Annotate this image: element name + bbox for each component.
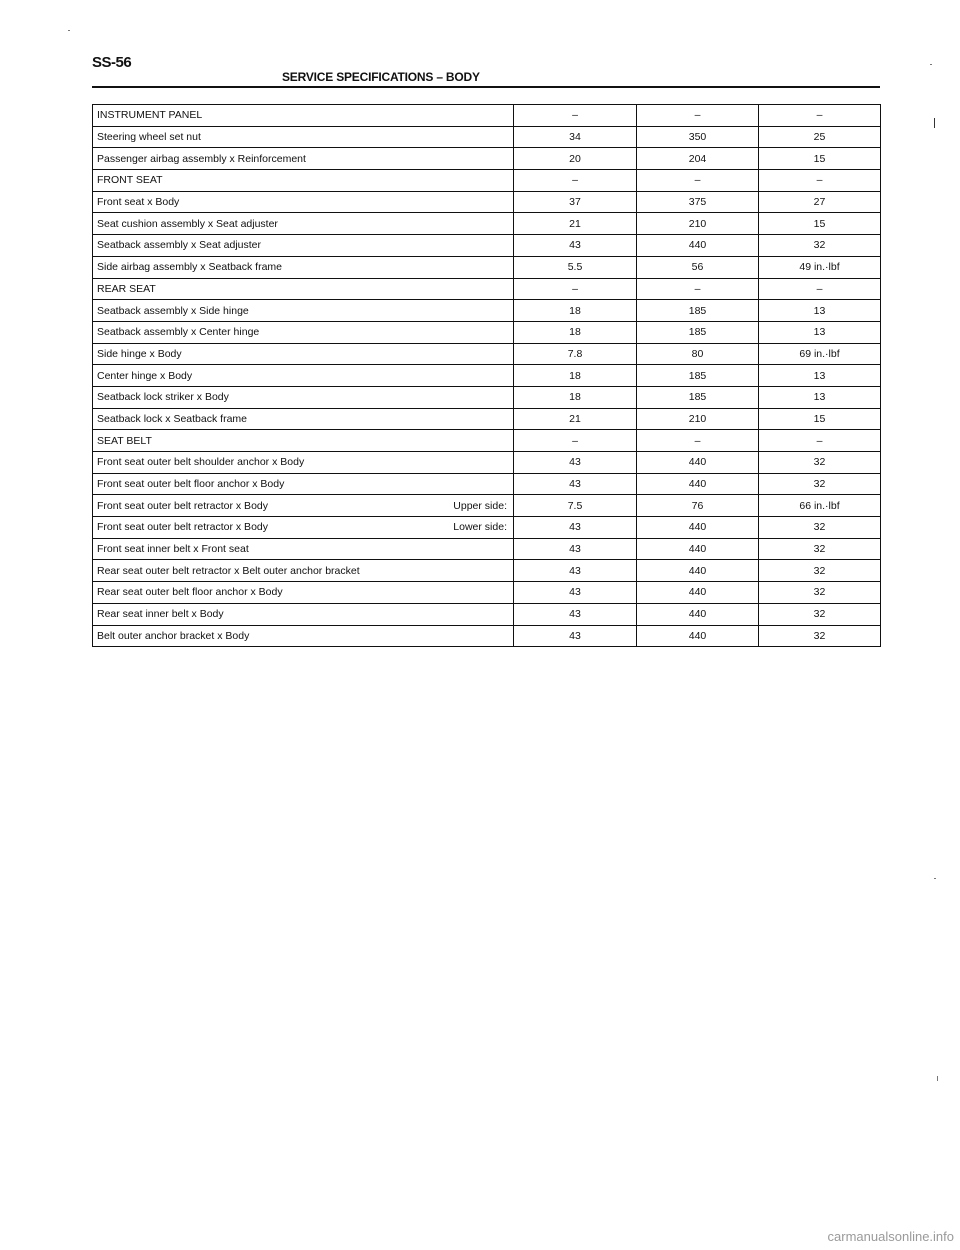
part-name: Front seat outer belt shoulder anchor x Body	[97, 456, 305, 469]
part-cell-content	[97, 153, 509, 165]
table-row	[93, 560, 881, 582]
part-name: Center hinge x Body	[97, 369, 193, 382]
value-cell-v2: 185	[637, 386, 759, 408]
part-cell	[93, 321, 514, 343]
table-row	[93, 517, 881, 539]
value-cell-v1: 18	[514, 321, 637, 343]
part-name: Front seat outer belt retractor x Body	[97, 521, 268, 534]
part-cell-content	[97, 456, 509, 468]
part-name: Front seat outer belt retractor x Body	[97, 499, 268, 512]
part-cell-content	[97, 283, 509, 295]
table-row	[93, 538, 881, 560]
part-cell-content	[97, 521, 509, 533]
table-row	[93, 126, 881, 148]
value-cell-v2: 185	[637, 321, 759, 343]
part-name: Front seat x Body	[97, 196, 180, 209]
value-cell-v2: –	[637, 278, 759, 300]
table-row	[93, 495, 881, 517]
table-row	[93, 191, 881, 213]
value-cell-v2: 76	[637, 495, 759, 517]
value-cell-v3: 13	[759, 365, 881, 387]
page-number: SS-56	[92, 54, 132, 71]
part-cell	[93, 538, 514, 560]
part-cell-content	[97, 586, 509, 598]
value-cell-v1: 43	[514, 582, 637, 604]
table-row	[93, 105, 881, 127]
table-row	[93, 430, 881, 452]
value-cell-v2: 375	[637, 191, 759, 213]
value-cell-v3: 32	[759, 517, 881, 539]
value-cell-v1: 43	[514, 625, 637, 647]
part-cell	[93, 625, 514, 647]
part-cell	[93, 148, 514, 170]
value-cell-v3: –	[759, 105, 881, 127]
part-cell-content	[97, 370, 509, 382]
part-cell	[93, 126, 514, 148]
value-cell-v3: –	[759, 170, 881, 192]
value-cell-v3: 25	[759, 126, 881, 148]
part-cell	[93, 278, 514, 300]
value-cell-v1: –	[514, 430, 637, 452]
scan-speck	[934, 118, 935, 128]
part-cell	[93, 170, 514, 192]
part-name: INSTRUMENT PANEL	[97, 109, 203, 122]
part-cell	[93, 560, 514, 582]
part-cell-content	[97, 326, 509, 338]
spec-table-body	[93, 105, 881, 647]
part-cell	[93, 191, 514, 213]
part-name: Seatback assembly x Center hinge	[97, 326, 260, 339]
part-cell-content	[97, 435, 509, 447]
value-cell-v3: 49 in.·lbf	[759, 256, 881, 278]
part-name: Seat cushion assembly x Seat adjuster	[97, 217, 278, 230]
table-row	[93, 386, 881, 408]
torque-spec-table	[92, 104, 881, 647]
value-cell-v3: –	[759, 278, 881, 300]
part-cell-content	[97, 608, 509, 620]
table-row	[93, 321, 881, 343]
value-cell-v2: 210	[637, 408, 759, 430]
value-cell-v3: 27	[759, 191, 881, 213]
value-cell-v1: 18	[514, 300, 637, 322]
part-cell-content	[97, 630, 509, 642]
value-cell-v2: –	[637, 170, 759, 192]
value-cell-v1: 43	[514, 560, 637, 582]
table-row	[93, 473, 881, 495]
value-cell-v1: 37	[514, 191, 637, 213]
table-row	[93, 365, 881, 387]
scan-speck	[930, 64, 932, 65]
value-cell-v1: 34	[514, 126, 637, 148]
part-cell-content	[97, 239, 509, 251]
value-cell-v1: –	[514, 170, 637, 192]
value-cell-v1: 43	[514, 603, 637, 625]
part-cell-content	[97, 413, 509, 425]
table-row	[93, 408, 881, 430]
scan-speck	[937, 1076, 938, 1081]
part-cell	[93, 517, 514, 539]
part-name: Front seat inner belt x Front seat	[97, 543, 249, 556]
value-cell-v1: 5.5	[514, 256, 637, 278]
part-cell-content	[97, 543, 509, 555]
value-cell-v1: 43	[514, 538, 637, 560]
part-name: Front seat outer belt floor anchor x Body	[97, 478, 285, 491]
part-cell-content	[97, 305, 509, 317]
value-cell-v1: –	[514, 105, 637, 127]
part-cell	[93, 235, 514, 257]
value-cell-v2: 210	[637, 213, 759, 235]
scan-speck	[934, 878, 936, 879]
title-rule	[92, 86, 880, 88]
value-cell-v3: 32	[759, 235, 881, 257]
value-cell-v2: 80	[637, 343, 759, 365]
scan-speck	[68, 30, 70, 31]
part-name: REAR SEAT	[97, 282, 156, 295]
value-cell-v2: 440	[637, 235, 759, 257]
part-cell-content	[97, 565, 509, 577]
value-cell-v3: 15	[759, 213, 881, 235]
value-cell-v1: –	[514, 278, 637, 300]
part-cell	[93, 452, 514, 474]
value-cell-v2: 440	[637, 582, 759, 604]
part-cell	[93, 582, 514, 604]
value-cell-v2: 440	[637, 452, 759, 474]
part-cell	[93, 386, 514, 408]
value-cell-v1: 20	[514, 148, 637, 170]
part-cell	[93, 495, 514, 517]
part-cell	[93, 365, 514, 387]
table-row	[93, 170, 881, 192]
value-cell-v2: 185	[637, 300, 759, 322]
part-cell	[93, 603, 514, 625]
part-cell	[93, 430, 514, 452]
watermark: carmanualsonline.info	[827, 1229, 954, 1244]
side-label: Upper side:	[453, 499, 507, 512]
value-cell-v3: 32	[759, 452, 881, 474]
value-cell-v1: 7.5	[514, 495, 637, 517]
part-cell-content	[97, 218, 509, 230]
side-label: Lower side:	[453, 521, 507, 534]
value-cell-v1: 43	[514, 235, 637, 257]
value-cell-v3: 32	[759, 625, 881, 647]
table-row	[93, 278, 881, 300]
part-cell-content	[97, 500, 509, 512]
value-cell-v2: 440	[637, 517, 759, 539]
value-cell-v2: –	[637, 430, 759, 452]
value-cell-v3: 32	[759, 560, 881, 582]
value-cell-v3: 69 in.·lbf	[759, 343, 881, 365]
value-cell-v2: 56	[637, 256, 759, 278]
table-row	[93, 582, 881, 604]
part-name: Side airbag assembly x Seatback frame	[97, 261, 283, 274]
part-name: Steering wheel set nut	[97, 131, 201, 144]
part-name: Seatback assembly x Side hinge	[97, 304, 249, 317]
value-cell-v3: 15	[759, 148, 881, 170]
table-row	[93, 603, 881, 625]
value-cell-v2: 440	[637, 603, 759, 625]
value-cell-v2: 350	[637, 126, 759, 148]
table-row	[93, 213, 881, 235]
value-cell-v3: 32	[759, 473, 881, 495]
value-cell-v3: 32	[759, 538, 881, 560]
table-row	[93, 452, 881, 474]
table-row	[93, 343, 881, 365]
part-cell-content	[97, 174, 509, 186]
value-cell-v1: 43	[514, 452, 637, 474]
value-cell-v3: 13	[759, 300, 881, 322]
table-row	[93, 235, 881, 257]
value-cell-v3: 32	[759, 582, 881, 604]
part-name: Rear seat outer belt floor anchor x Body	[97, 586, 283, 599]
part-cell-content	[97, 196, 509, 208]
value-cell-v2: 440	[637, 473, 759, 495]
value-cell-v1: 21	[514, 408, 637, 430]
value-cell-v1: 18	[514, 365, 637, 387]
page-title: SERVICE SPECIFICATIONS – BODY	[282, 70, 480, 84]
part-cell	[93, 300, 514, 322]
value-cell-v2: 440	[637, 625, 759, 647]
value-cell-v1: 7.8	[514, 343, 637, 365]
part-cell	[93, 343, 514, 365]
part-cell-content	[97, 391, 509, 403]
part-cell-content	[97, 478, 509, 490]
part-name: Seatback lock x Seatback frame	[97, 412, 247, 425]
part-name: SEAT BELT	[97, 434, 152, 447]
part-name: Side hinge x Body	[97, 347, 182, 360]
value-cell-v1: 21	[514, 213, 637, 235]
part-name: Seatback assembly x Seat adjuster	[97, 239, 262, 252]
part-cell-content	[97, 261, 509, 273]
part-cell	[93, 256, 514, 278]
part-name: Seatback lock striker x Body	[97, 391, 229, 404]
part-cell-content	[97, 109, 509, 121]
value-cell-v2: –	[637, 105, 759, 127]
part-name: FRONT SEAT	[97, 174, 163, 187]
value-cell-v2: 440	[637, 560, 759, 582]
value-cell-v3: 13	[759, 386, 881, 408]
table-row	[93, 256, 881, 278]
table-row	[93, 625, 881, 647]
value-cell-v3: 66 in.·lbf	[759, 495, 881, 517]
part-name: Rear seat inner belt x Body	[97, 608, 224, 621]
value-cell-v1: 18	[514, 386, 637, 408]
part-cell-content	[97, 131, 509, 143]
value-cell-v3: 13	[759, 321, 881, 343]
table-row	[93, 148, 881, 170]
part-cell	[93, 473, 514, 495]
value-cell-v3: 32	[759, 603, 881, 625]
part-cell	[93, 408, 514, 430]
part-name: Rear seat outer belt retractor x Belt outer anchor bracket	[97, 564, 360, 577]
table-row	[93, 300, 881, 322]
value-cell-v3: –	[759, 430, 881, 452]
value-cell-v3: 15	[759, 408, 881, 430]
value-cell-v2: 440	[637, 538, 759, 560]
part-cell	[93, 105, 514, 127]
part-cell	[93, 213, 514, 235]
part-name: Belt outer anchor bracket x Body	[97, 629, 250, 642]
part-name: Passenger airbag assembly x Reinforcement	[97, 152, 306, 165]
value-cell-v2: 185	[637, 365, 759, 387]
part-cell-content	[97, 348, 509, 360]
value-cell-v1: 43	[514, 517, 637, 539]
value-cell-v2: 204	[637, 148, 759, 170]
value-cell-v1: 43	[514, 473, 637, 495]
